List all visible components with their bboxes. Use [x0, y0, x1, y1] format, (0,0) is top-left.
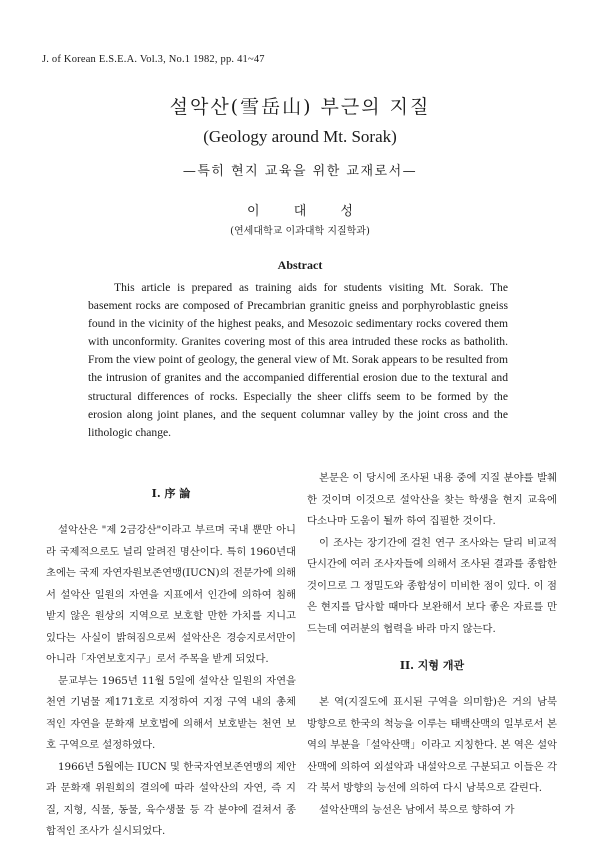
author-name: 이 대 성 — [247, 204, 353, 219]
journal-reference: J. of Korean E.S.E.A. Vol.3, No.1 1982, pp. 41~47 — [42, 54, 265, 65]
body-paragraph: 이 조사는 장기간에 걸친 연구 조사와는 달리 비교적 단시간에 여러 조사자들에 의해서 조사된 결과를 종합한 것이므로 그 정밀도와 종합성이 미비한 점이 있다. 이 점은 현지를 답사할 때마다 보완해서 보다 좋은 자료를 만드는데 여러분의 협력을 바라 마지 않는다. — [307, 536, 557, 635]
body-paragraph: 본문은 이 당시에 조사된 내용 중에 지질 분야를 발췌한 것이며 이것으로 설악산을 찾는 학생을 현지 교육에 다소나마 도움이 될까 하여 집필한 것이다. — [307, 472, 557, 527]
abstract-heading: Abstract — [277, 258, 323, 272]
body-paragraph: 본 역(지질도에 표시된 구역을 의미함)은 거의 남북 방향으로 한국의 척능을 이루는 태백산맥의 일부로서 본 역의 부분을「설악산맥」이라고 지칭한다. 본 역은 설악산맥에 의하여 외설악과 내설악으로 구분되고 이들은 각각 북서 방향의 능선에 의하여 다시 남북으로 갈린다. — [307, 696, 557, 794]
body-paragraph: 1966년 5월에는 IUCN 및 한국자연보존연맹의 제안과 문화재 위원회의 결의에 따라 설악산의 자연, 즉 지질, 지형, 식물, 동물, 육수생물 등 각 분야에 걸쳐서 종합적인 조사가 실시되었다. — [46, 760, 296, 837]
body-paragraph: 문교부는 1965년 11월 5일에 설악산 일원의 자연을 천연 기념물 제171호로 지정하여 지정 구역 내의 총체적인 자연을 문화재 보호법에 의해서 보호받는 천연 보호 구역으로 설정하였다. — [46, 674, 296, 751]
abstract-body: This article is prepared as training aids for students visiting Mt. Sorak. The basement rocks are composed of Precambrian granitic gneiss and porphyroblastic gneiss found in the vicinity of the highest peaks, and Mesozoic sedimentary rocks covered them with unconformity. Granites covering most of this area intruded these rocks as batholith. From the view point of geology, the general view of Mt. Sorak appears to be resulted from the intrusion of granites and the accompanied differential erosion due to the textural and structural differences of rocks. Especially the sheer cliffs seem to be formed by the erosion along joint planes, and the sequent columnar valley by the joint cross and the lithologic change. — [88, 281, 508, 439]
body-paragraph: 설악산맥의 능선은 남에서 북으로 향하여 가 — [319, 803, 515, 816]
author-affiliation: (연세대학교 이과대학 지질학과) — [230, 226, 370, 237]
section-heading-topography: II. 지형 개관 — [399, 659, 465, 672]
right-column — [307, 468, 557, 821]
body-paragraph: 설악산은 "제 2금강산"이라고 부르며 국내 뿐만 아니라 국제적으로도 널리 알려진 명산이다. 특히 1960년대 초에는 국제 자연자원보존연맹(IUCN)의 전문가에 의해서 설악산 일원의 자연을 지표에서 인간에 의하여 침해받지 않은 원상의 지역으로 보호할 만한 가치를 지니고 있다는 사실이 밝혀짐으로써 설악산은 경승지로서만이 아니라「자연보호지구」로서 주목을 받게 되었다. — [46, 524, 296, 665]
section-heading-introduction: I. 序 論 — [151, 487, 191, 500]
left-column — [46, 480, 296, 843]
paper-title-english: (Geology around Mt. Sorak) — [203, 127, 397, 146]
paper-subtitle: —특히 현지 교육을 위한 교재로서— — [182, 164, 418, 179]
paper-title-korean: 설악산(雪岳山) 부근의 지질 — [169, 96, 431, 118]
